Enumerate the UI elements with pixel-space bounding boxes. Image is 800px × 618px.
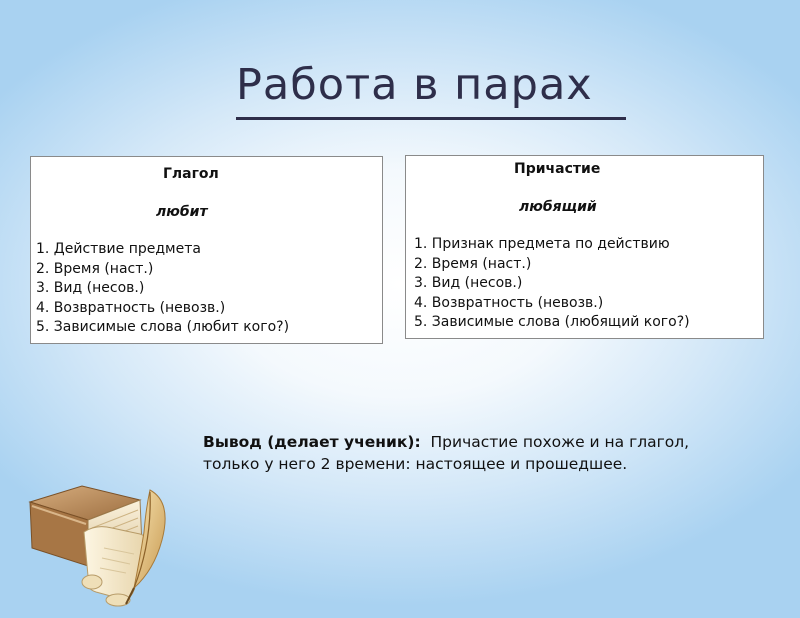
title-underline: [236, 117, 626, 120]
book-scroll-quill-icon: [22, 462, 182, 612]
list-item: 2. Время (наст.): [414, 255, 532, 272]
conclusion-body: Причастие похоже и на глагол, только у него 2 времени: настоящее и прошедшее.: [203, 433, 690, 473]
list-item: 4. Возвратность (невозв.): [414, 294, 604, 311]
list-item: 5. Зависимые слова (любящий кого?): [414, 314, 690, 330]
participle-card-list: [414, 235, 763, 333]
list-item: 5. Зависимые слова (любит кого?): [36, 319, 290, 335]
list-item: 3. Вид (несов.): [36, 280, 145, 296]
conclusion-label: Вывод (делает ученик):: [203, 433, 421, 451]
participle-card-heading: Причастие: [514, 161, 601, 177]
verb-card: [30, 156, 383, 344]
slide-title: Работа в парах: [236, 60, 593, 110]
list-item: 4. Возвратность (невозв.): [36, 299, 226, 316]
list-item: 1. Признак предмета по действию: [414, 236, 670, 252]
verb-card-word: любит: [156, 203, 208, 220]
participle-card-word: любящий: [519, 198, 597, 215]
participle-card: [405, 155, 764, 339]
list-item: 1. Действие предмета: [36, 241, 201, 257]
verb-card-list: [36, 240, 382, 338]
list-item: 3. Вид (несов.): [414, 275, 523, 291]
verb-card-heading: Глагол: [163, 166, 219, 182]
conclusion-text: [203, 432, 723, 475]
list-item: 2. Время (наст.): [36, 260, 154, 277]
